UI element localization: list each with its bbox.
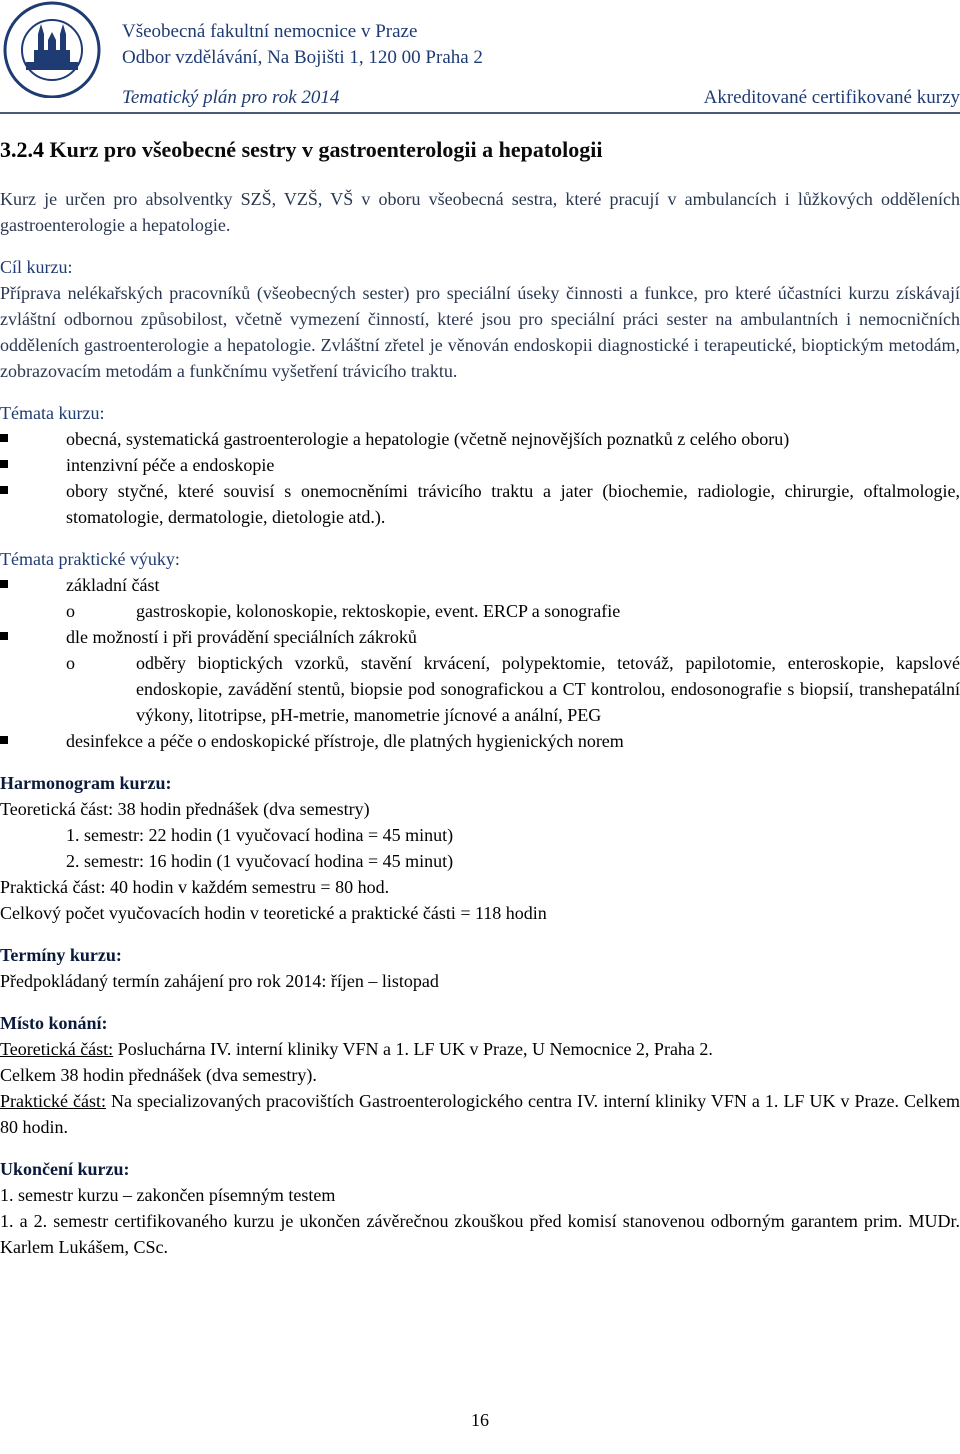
- venue-theory-total: Celkem 38 hodin přednášek (dva semestry).: [0, 1065, 317, 1085]
- list-item: [0, 624, 960, 728]
- goal-text: Příprava nelékařských pracovníků (všeobecných sester) pro speciální úseky činnosti a funkce, pro které účastníci kurzu získávají zvláštní odbornou způsobilost, včetně vymezení činností, které jsou pro speciální práci sester na ambulantních i nemocničních odděleních gastroenterologie a hepatologie. Zvláštní zřetel je věnován endoskopii diagnostické i terapeutické, bioptickým metodám, zobrazovacím metodám a funkčnímu vyšetření trávicího traktu.: [0, 283, 960, 381]
- page-number: 16: [471, 1410, 489, 1430]
- venue-practice-label: Praktické část:: [0, 1091, 106, 1111]
- header-category: Akreditované certifikované kurzy: [703, 87, 960, 108]
- course-number: 3.2.4: [0, 137, 44, 162]
- list-item: obory styčné, které souvisí s onemocněními trávicího traktu a jater (biochemie, radiologie, chirurgie, oftalmologie, stomatologie, dermatologie, dietologie atd.).: [0, 478, 960, 530]
- list-item: obecná, systematická gastroenterologie a hepatologie (včetně nejnovějších poznatků z celého oboru): [0, 426, 960, 452]
- header-plan: Tematický plán pro rok 2014: [122, 87, 340, 108]
- list-item: intenzivní péče a endoskopie: [0, 452, 960, 478]
- list-item: desinfekce a péče o endoskopické přístroje, dle platných hygienických norem: [0, 728, 960, 754]
- schedule-total: Celkový počet vyučovacích hodin v teoretické a praktické části = 118 hodin: [0, 903, 547, 923]
- schedule-theory: Teoretická část: 38 hodin přednášek (dva semestry): [0, 799, 370, 819]
- course-title-text: Kurz pro všeobecné sestry v gastroenterologii a hepatologii: [49, 137, 603, 162]
- dates-heading: Termíny kurzu:: [0, 945, 122, 965]
- venue-theory-text: Posluchárna IV. interní kliniky VFN a 1. LF UK v Praze, U Nemocnice 2, Praha 2.: [113, 1039, 713, 1059]
- topics-list: [0, 426, 960, 530]
- list-item: 1. semestr: 22 hodin (1 vyučovací hodina = 45 minut): [66, 825, 454, 845]
- practical-sublist: [66, 650, 960, 728]
- schedule-heading: Harmonogram kurzu:: [0, 773, 172, 793]
- practical-item-special: dle možností i při provádění speciálních zákroků: [66, 627, 417, 647]
- course-intro: Kurz je určen pro absolventky SZŠ, VZŠ, VŠ v oboru všeobecná sestra, které pracují v ambulancích i lůžkových odděleních gastroenterologie a hepatologie.: [0, 189, 960, 235]
- list-item: o odběry bioptických vzorků, stavění krvácení, polypektomie, tetováž, papilotomie, enteroskopie, kapslové endoskopie, zavádění stentů, biopsie pod sonografickou a CT kontrolou, endosonografie s biopsií, transhepatální výkony, litotripse, pH-metrie, manometrie jícnové a anální, PEG: [66, 650, 960, 728]
- schedule-semesters: [0, 822, 960, 874]
- goal-heading: Cíl kurzu:: [0, 257, 73, 277]
- header-org-name: Všeobecná fakultní nemocnice v Praze: [122, 21, 418, 42]
- practical-heading: Témata praktické výuky:: [0, 549, 180, 569]
- practical-sublist: [66, 598, 960, 624]
- schedule-practice: Praktická část: 40 hodin v každém semestru = 80 hod.: [0, 877, 390, 897]
- list-item: o gastroskopie, kolonoskopie, rektoskopie, event. ERCP a sonografie: [66, 598, 960, 624]
- hospital-logo: [0, 0, 104, 98]
- venue-heading: Místo konání:: [0, 1013, 108, 1033]
- topics-heading: Témata kurzu:: [0, 403, 105, 423]
- venue-theory: [0, 1036, 960, 1062]
- dates-text: Předpokládaný termín zahájení pro rok 2014: říjen – listopad: [0, 971, 439, 991]
- completion-line1: 1. semestr kurzu – zakončen písemným testem: [0, 1185, 336, 1205]
- document-body: [0, 134, 960, 1260]
- venue-practice: [0, 1088, 960, 1140]
- header-divider: [0, 112, 960, 114]
- completion-line2: 1. a 2. semestr certifikovaného kurzu je ukončen závěrečnou zkouškou před komisí stanovenou odborným garantem prim. MUDr. Karlem Lukášem, CSc.: [0, 1211, 960, 1257]
- venue-theory-label: Teoretická část:: [0, 1039, 114, 1059]
- list-item: 2. semestr: 16 hodin (1 vyučovací hodina = 45 minut): [66, 851, 454, 871]
- venue-practice-text: Na specializovaných pracovištích Gastroenterologického centra IV. interní kliniky VFN a 1. LF UK v Praze. Celkem 80 hodin.: [0, 1091, 960, 1137]
- header-address: Odbor vzdělávání, Na Bojišti 1, 120 00 Praha 2: [122, 47, 483, 68]
- practical-list: [0, 572, 960, 754]
- list-item: [0, 572, 960, 624]
- completion-heading: Ukončení kurzu:: [0, 1159, 130, 1179]
- practical-item-basic: základní část: [66, 575, 160, 595]
- hospital-seal-icon: [0, 0, 104, 98]
- course-title: [0, 134, 960, 166]
